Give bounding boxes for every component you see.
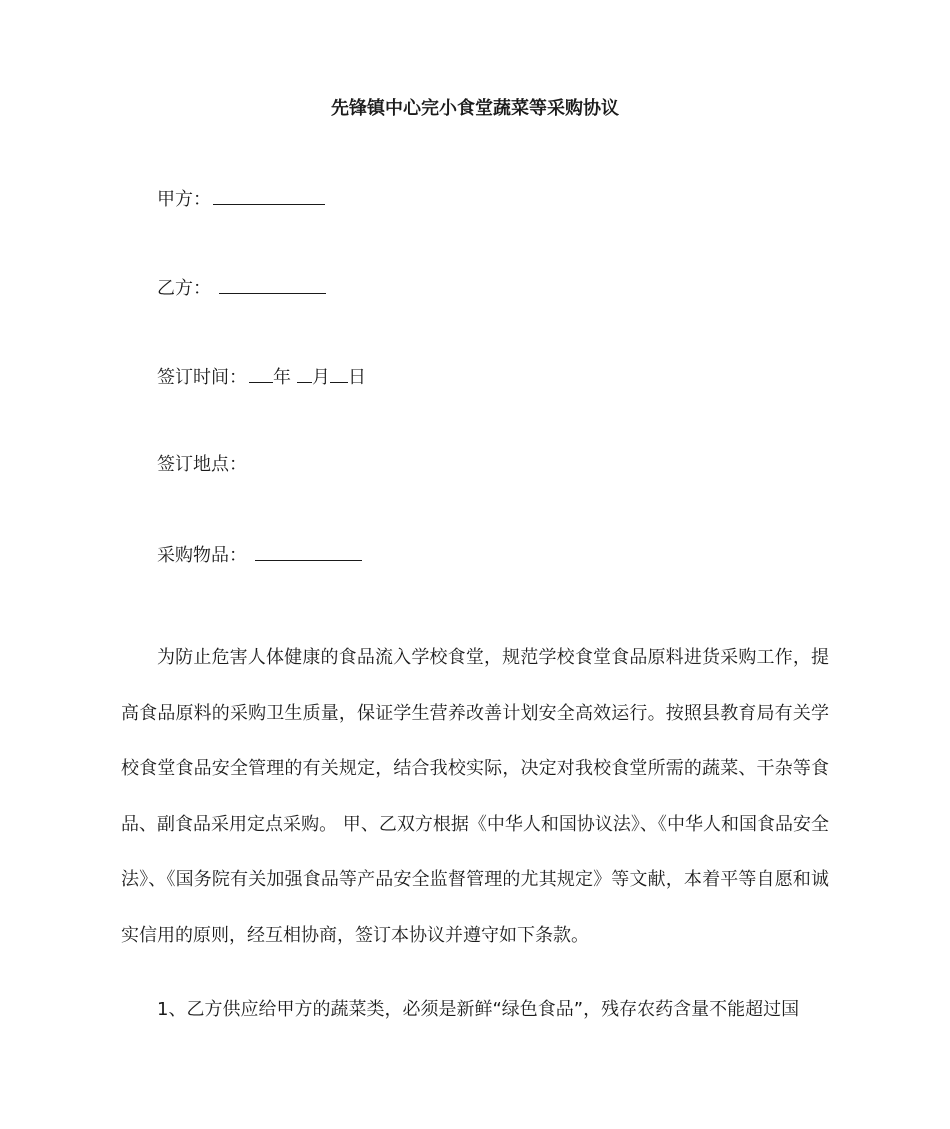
sign-place-field xyxy=(157,453,247,477)
day-blank xyxy=(330,364,348,383)
clause-1: 1、乙方供应给甲方的蔬菜类，必须是新鲜“绿色食品”，残存农药含量不能超过国 xyxy=(157,999,800,1020)
party-a-blank xyxy=(213,186,325,205)
party-b-blank xyxy=(219,275,326,294)
party-a-field xyxy=(157,186,325,212)
party-a-label: 甲方： xyxy=(157,189,211,210)
goods-blank xyxy=(255,542,362,561)
party-b-field xyxy=(157,275,326,301)
year-unit: 年 xyxy=(273,367,291,388)
day-unit: 日 xyxy=(348,367,366,388)
year-blank xyxy=(249,364,273,383)
goods-field xyxy=(157,542,362,568)
intro-paragraph: 为防止危害人体健康的食品流入学校食堂，规范学校食堂食品原料进货采购工作，提高食品原料的采购卫生质量，保证学生营养改善计划安全高效运行。按照县教育局有关学校食堂食品安全管理的有关规定，结合我校实际，决定对我校食堂所需的蔬菜、干杂等食品、副食品采用定点采购。 甲、乙双方根据《中华人和国协议法》、《中华人和国食品安全法》、《国务院有关加强食品等产品安全监督管理的尤其规定》等文献，本着平等自愿和诚实信用的原则，经互相协商，签订本协议并遵守如下条款。 xyxy=(121,647,829,946)
sign-time-field xyxy=(157,364,366,390)
month-unit: 月 xyxy=(312,367,330,388)
goods-label: 采购物品： xyxy=(157,545,247,566)
party-b-label: 乙方： xyxy=(157,278,211,299)
month-blank xyxy=(297,364,312,383)
sign-time-label: 签订时间： xyxy=(157,367,247,388)
document-title: 先锋镇中心完小食堂蔬菜等采购协议 xyxy=(331,98,619,119)
sign-place-label: 签订地点： xyxy=(157,454,247,475)
